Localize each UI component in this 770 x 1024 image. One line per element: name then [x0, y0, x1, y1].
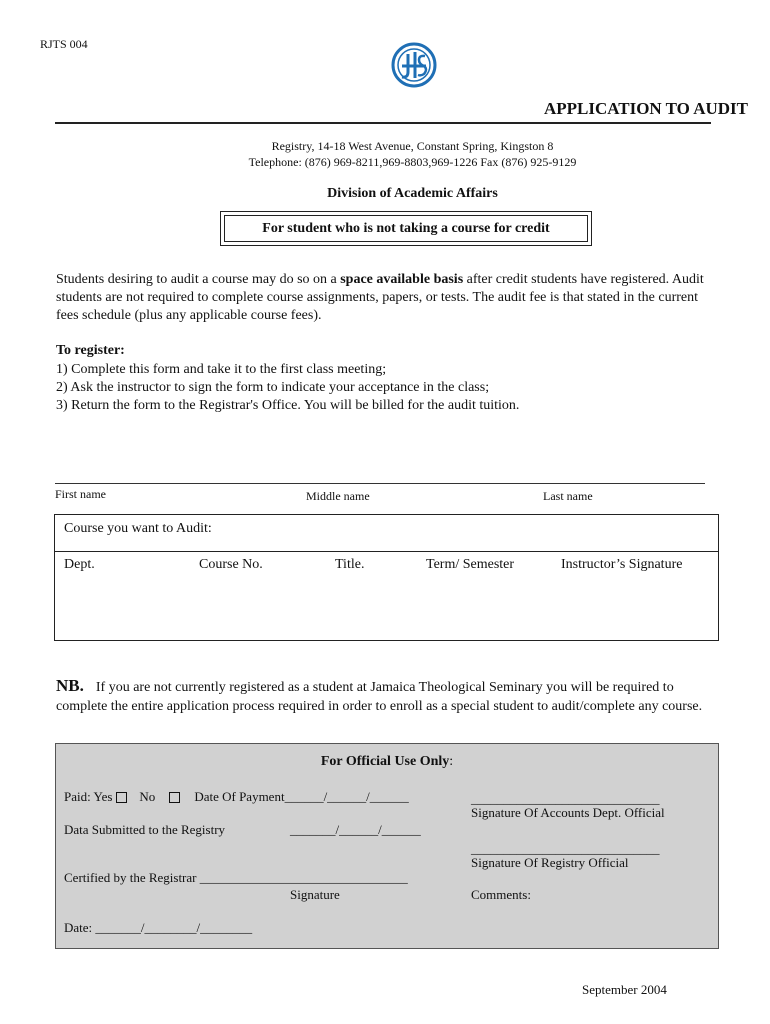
column-dept: Dept.: [64, 557, 95, 572]
paid-no-checkbox[interactable]: [169, 792, 180, 803]
nb-text: If you are not currently registered as a student at Jamaica Theological Seminary you will be required to complete the entire application process required in order to enroll as a special student to audit/complete any course.: [56, 680, 703, 714]
register-heading: To register:: [56, 343, 125, 358]
page-title: APPLICATION TO AUDIT: [543, 99, 748, 118]
intro-paragraph: Students desiring to audit a course may do so on a space available basis after credit students have registered. Audit students are not required to complete course assignments, papers, or tests. The audit fee is that stated in the current fees schedule (plus any applicable course fees).: [56, 272, 704, 323]
course-table: [54, 514, 719, 641]
registry-signature-label: Signature Of Registry Official: [471, 855, 629, 870]
telephone-line: Telephone: (876) 969-8211,969-8803,969-1226 Fax (876) 925-9129: [248, 155, 577, 169]
name-input-line[interactable]: [55, 483, 705, 484]
paid-yes-checkbox[interactable]: [116, 792, 127, 803]
date-of-payment-field[interactable]: Date Of Payment______/______/______: [194, 789, 409, 804]
column-title: Title.: [335, 557, 365, 572]
certified-by-registrar-field[interactable]: Certified by the Registrar ________________________________: [64, 870, 408, 885]
last-name-label: Last name: [543, 489, 593, 503]
data-submitted-label: Data Submitted to the Registry: [64, 822, 226, 837]
date-field[interactable]: Date: _______/________/________: [64, 920, 253, 935]
nb-label: NB.: [56, 676, 84, 695]
form-code: RJTS 004: [40, 37, 88, 51]
register-steps: [56, 361, 519, 415]
column-course-no: Course No.: [199, 557, 263, 572]
official-use-box: [55, 743, 719, 949]
paid-row: Paid: Yes No Date Of Payment______/______/______: [64, 789, 409, 804]
register-step: 2) Ask the instructor to sign the form to indicate your acceptance in the class;: [56, 380, 490, 395]
register-step: 1) Complete this form and take it to the first class meeting;: [56, 362, 387, 377]
accounts-signature-line[interactable]: _____________________________: [471, 791, 660, 806]
first-name-label: First name: [55, 487, 106, 501]
data-submitted-date-field[interactable]: _______/______/______: [290, 822, 421, 837]
title-rule: [55, 122, 711, 124]
course-table-header: [55, 515, 718, 552]
credit-note-text: For student who is not taking a course for credit: [224, 215, 588, 242]
signature-label: Signature: [290, 887, 340, 902]
column-term: Term/ Semester: [426, 557, 515, 572]
credit-note-box: [220, 211, 592, 246]
division-heading: Division of Academic Affairs: [327, 186, 498, 201]
course-table-heading: Course you want to Audit:: [64, 521, 212, 536]
column-instructor-signature: Instructor’s Signature: [561, 557, 683, 572]
address-line: Registry, 14-18 West Avenue, Constant Spring, Kingston 8: [271, 139, 554, 153]
comments-label: Comments:: [471, 887, 531, 902]
jts-seminary-logo: [388, 42, 440, 90]
middle-name-label: Middle name: [306, 489, 370, 503]
nb-note: [56, 676, 721, 716]
footer-date: September 2004: [582, 982, 667, 997]
register-step: 3) Return the form to the Registrar's Office. You will be billed for the audit tuition.: [56, 398, 520, 413]
official-use-title: For Official Use Only:: [320, 754, 454, 769]
registry-signature-line[interactable]: _____________________________: [471, 841, 660, 856]
accounts-signature-label: Signature Of Accounts Dept. Official: [471, 805, 665, 820]
